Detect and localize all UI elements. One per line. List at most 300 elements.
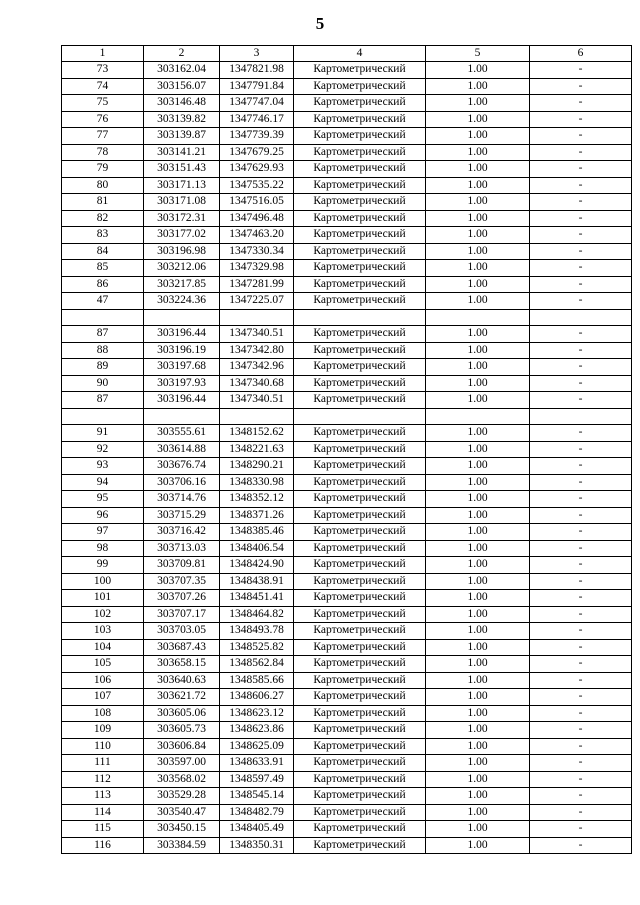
method-cell: Картометрический — [294, 606, 426, 623]
y-coordinate-cell: 1348493.78 — [220, 623, 294, 640]
note-cell: - — [530, 540, 632, 557]
accuracy-cell: 1.00 — [426, 326, 530, 343]
accuracy-cell: 1.00 — [426, 359, 530, 376]
method-cell: Картометрический — [294, 722, 426, 739]
note-cell: - — [530, 738, 632, 755]
accuracy-cell: 1.00 — [426, 342, 530, 359]
note-cell: - — [530, 227, 632, 244]
column-header: 2 — [144, 46, 220, 62]
point-number-cell: 116 — [62, 837, 144, 854]
x-coordinate-cell: 303713.03 — [144, 540, 220, 557]
y-coordinate-cell: 1348606.27 — [220, 689, 294, 706]
method-cell: Картометрический — [294, 227, 426, 244]
x-coordinate-cell: 303529.28 — [144, 788, 220, 805]
y-coordinate-cell: 1348350.31 — [220, 837, 294, 854]
note-cell: - — [530, 573, 632, 590]
x-coordinate-cell: 303177.02 — [144, 227, 220, 244]
note-cell: - — [530, 606, 632, 623]
note-cell: - — [530, 705, 632, 722]
point-number-cell: 73 — [62, 62, 144, 79]
point-number-cell: 47 — [62, 293, 144, 310]
table-row — [62, 738, 632, 755]
y-coordinate-cell — [220, 309, 294, 326]
note-cell: - — [530, 639, 632, 656]
point-number-cell: 78 — [62, 144, 144, 161]
table-row — [62, 359, 632, 376]
y-coordinate-cell: 1347225.07 — [220, 293, 294, 310]
method-cell: Картометрический — [294, 128, 426, 145]
accuracy-cell: 1.00 — [426, 111, 530, 128]
accuracy-cell: 1.00 — [426, 639, 530, 656]
note-cell: - — [530, 507, 632, 524]
y-coordinate-cell: 1347821.98 — [220, 62, 294, 79]
accuracy-cell: 1.00 — [426, 95, 530, 112]
accuracy-cell: 1.00 — [426, 210, 530, 227]
method-cell: Картометрический — [294, 260, 426, 277]
method-cell: Картометрический — [294, 326, 426, 343]
accuracy-cell — [426, 408, 530, 425]
y-coordinate-cell: 1347463.20 — [220, 227, 294, 244]
note-cell: - — [530, 144, 632, 161]
table-row — [62, 590, 632, 607]
y-coordinate-cell: 1348545.14 — [220, 788, 294, 805]
table-row — [62, 705, 632, 722]
table-row — [62, 326, 632, 343]
method-cell: Картометрический — [294, 821, 426, 838]
method-cell: Картометрический — [294, 177, 426, 194]
table-row — [62, 623, 632, 640]
point-number-cell: 74 — [62, 78, 144, 95]
method-cell: Картометрический — [294, 623, 426, 640]
x-coordinate-cell: 303196.19 — [144, 342, 220, 359]
y-coordinate-cell: 1348405.49 — [220, 821, 294, 838]
point-number-cell: 97 — [62, 524, 144, 541]
method-cell: Картометрический — [294, 705, 426, 722]
x-coordinate-cell: 303162.04 — [144, 62, 220, 79]
table-row — [62, 161, 632, 178]
accuracy-cell: 1.00 — [426, 755, 530, 772]
y-coordinate-cell: 1348406.54 — [220, 540, 294, 557]
accuracy-cell: 1.00 — [426, 507, 530, 524]
point-number-cell: 91 — [62, 425, 144, 442]
y-coordinate-cell: 1347329.98 — [220, 260, 294, 277]
header-row — [62, 46, 632, 62]
y-coordinate-cell: 1347340.51 — [220, 392, 294, 409]
point-number-cell: 113 — [62, 788, 144, 805]
point-number-cell: 82 — [62, 210, 144, 227]
method-cell: Картометрический — [294, 111, 426, 128]
method-cell: Картометрический — [294, 639, 426, 656]
accuracy-cell — [426, 309, 530, 326]
method-cell: Картометрический — [294, 425, 426, 442]
note-cell: - — [530, 62, 632, 79]
note-cell: - — [530, 425, 632, 442]
table-row — [62, 788, 632, 805]
method-cell: Картометрический — [294, 474, 426, 491]
method-cell: Картометрический — [294, 590, 426, 607]
table-row — [62, 755, 632, 772]
point-number-cell: 115 — [62, 821, 144, 838]
accuracy-cell: 1.00 — [426, 441, 530, 458]
y-coordinate-cell: 1347679.25 — [220, 144, 294, 161]
point-number-cell: 94 — [62, 474, 144, 491]
y-coordinate-cell: 1347342.80 — [220, 342, 294, 359]
x-coordinate-cell: 303707.17 — [144, 606, 220, 623]
table-row — [62, 425, 632, 442]
note-cell: - — [530, 524, 632, 541]
x-coordinate-cell: 303709.81 — [144, 557, 220, 574]
point-number-cell: 108 — [62, 705, 144, 722]
note-cell: - — [530, 78, 632, 95]
table-row — [62, 243, 632, 260]
y-coordinate-cell: 1347739.39 — [220, 128, 294, 145]
accuracy-cell: 1.00 — [426, 293, 530, 310]
note-cell: - — [530, 441, 632, 458]
note-cell: - — [530, 771, 632, 788]
x-coordinate-cell: 303171.13 — [144, 177, 220, 194]
x-coordinate-cell: 303139.87 — [144, 128, 220, 145]
method-cell: Картометрический — [294, 738, 426, 755]
method-cell: Картометрический — [294, 359, 426, 376]
x-coordinate-cell: 303614.88 — [144, 441, 220, 458]
note-cell: - — [530, 128, 632, 145]
method-cell: Картометрический — [294, 491, 426, 508]
x-coordinate-cell — [144, 408, 220, 425]
point-number-cell: 95 — [62, 491, 144, 508]
column-header: 6 — [530, 46, 632, 62]
table-row — [62, 689, 632, 706]
y-coordinate-cell — [220, 408, 294, 425]
column-header: 4 — [294, 46, 426, 62]
point-number-cell: 107 — [62, 689, 144, 706]
table-row — [62, 722, 632, 739]
x-coordinate-cell: 303605.73 — [144, 722, 220, 739]
accuracy-cell: 1.00 — [426, 821, 530, 838]
note-cell: - — [530, 359, 632, 376]
table-row — [62, 276, 632, 293]
note-cell: - — [530, 392, 632, 409]
note-cell: - — [530, 804, 632, 821]
accuracy-cell: 1.00 — [426, 474, 530, 491]
table-body — [62, 62, 632, 854]
x-coordinate-cell: 303171.08 — [144, 194, 220, 211]
note-cell: - — [530, 474, 632, 491]
column-header: 3 — [220, 46, 294, 62]
accuracy-cell: 1.00 — [426, 722, 530, 739]
coordinates-table — [61, 45, 632, 854]
x-coordinate-cell: 303555.61 — [144, 425, 220, 442]
x-coordinate-cell: 303197.93 — [144, 375, 220, 392]
y-coordinate-cell: 1348438.91 — [220, 573, 294, 590]
x-coordinate-cell: 303715.29 — [144, 507, 220, 524]
note-cell: - — [530, 837, 632, 854]
table-row — [62, 540, 632, 557]
table-row — [62, 771, 632, 788]
method-cell: Картометрический — [294, 243, 426, 260]
method-cell — [294, 408, 426, 425]
x-coordinate-cell: 303172.31 — [144, 210, 220, 227]
note-cell: - — [530, 95, 632, 112]
note-cell: - — [530, 590, 632, 607]
table-row — [62, 62, 632, 79]
accuracy-cell: 1.00 — [426, 392, 530, 409]
y-coordinate-cell: 1348597.49 — [220, 771, 294, 788]
method-cell: Картометрический — [294, 656, 426, 673]
note-cell: - — [530, 672, 632, 689]
table-row — [62, 491, 632, 508]
point-number-cell — [62, 309, 144, 326]
accuracy-cell: 1.00 — [426, 837, 530, 854]
accuracy-cell: 1.00 — [426, 425, 530, 442]
accuracy-cell: 1.00 — [426, 689, 530, 706]
x-coordinate-cell: 303707.26 — [144, 590, 220, 607]
y-coordinate-cell: 1347340.51 — [220, 326, 294, 343]
note-cell — [530, 309, 632, 326]
accuracy-cell: 1.00 — [426, 260, 530, 277]
point-number-cell: 87 — [62, 392, 144, 409]
accuracy-cell: 1.00 — [426, 540, 530, 557]
method-cell: Картометрический — [294, 95, 426, 112]
accuracy-cell: 1.00 — [426, 194, 530, 211]
table-row — [62, 375, 632, 392]
accuracy-cell: 1.00 — [426, 573, 530, 590]
table-row — [62, 177, 632, 194]
method-cell: Картометрический — [294, 78, 426, 95]
point-number-cell: 106 — [62, 672, 144, 689]
table-row — [62, 441, 632, 458]
y-coordinate-cell: 1348633.91 — [220, 755, 294, 772]
method-cell: Картометрический — [294, 293, 426, 310]
y-coordinate-cell: 1347342.96 — [220, 359, 294, 376]
table-row — [62, 194, 632, 211]
method-cell: Картометрический — [294, 557, 426, 574]
table-row — [62, 804, 632, 821]
method-cell: Картометрический — [294, 788, 426, 805]
y-coordinate-cell: 1347281.99 — [220, 276, 294, 293]
point-number-cell — [62, 408, 144, 425]
note-cell: - — [530, 177, 632, 194]
x-coordinate-cell: 303196.98 — [144, 243, 220, 260]
point-number-cell: 77 — [62, 128, 144, 145]
point-number-cell: 84 — [62, 243, 144, 260]
note-cell: - — [530, 821, 632, 838]
accuracy-cell: 1.00 — [426, 375, 530, 392]
x-coordinate-cell: 303139.82 — [144, 111, 220, 128]
point-number-cell: 87 — [62, 326, 144, 343]
point-number-cell: 79 — [62, 161, 144, 178]
table-row — [62, 293, 632, 310]
table-row — [62, 144, 632, 161]
x-coordinate-cell: 303707.35 — [144, 573, 220, 590]
method-cell: Картометрический — [294, 392, 426, 409]
table-row — [62, 458, 632, 475]
point-number-cell: 93 — [62, 458, 144, 475]
table-row — [62, 78, 632, 95]
accuracy-cell: 1.00 — [426, 606, 530, 623]
note-cell: - — [530, 243, 632, 260]
note-cell: - — [530, 111, 632, 128]
table-row — [62, 309, 632, 326]
y-coordinate-cell: 1348562.84 — [220, 656, 294, 673]
x-coordinate-cell: 303217.85 — [144, 276, 220, 293]
y-coordinate-cell: 1348525.82 — [220, 639, 294, 656]
point-number-cell: 102 — [62, 606, 144, 623]
table-row — [62, 837, 632, 854]
note-cell: - — [530, 260, 632, 277]
x-coordinate-cell: 303676.74 — [144, 458, 220, 475]
accuracy-cell: 1.00 — [426, 78, 530, 95]
table-row — [62, 474, 632, 491]
accuracy-cell: 1.00 — [426, 672, 530, 689]
note-cell: - — [530, 210, 632, 227]
method-cell: Картометрический — [294, 689, 426, 706]
method-cell: Картометрический — [294, 540, 426, 557]
y-coordinate-cell: 1348625.09 — [220, 738, 294, 755]
y-coordinate-cell: 1348290.21 — [220, 458, 294, 475]
y-coordinate-cell: 1348385.46 — [220, 524, 294, 541]
note-cell: - — [530, 326, 632, 343]
x-coordinate-cell: 303597.00 — [144, 755, 220, 772]
x-coordinate-cell: 303621.72 — [144, 689, 220, 706]
x-coordinate-cell: 303151.43 — [144, 161, 220, 178]
note-cell: - — [530, 458, 632, 475]
method-cell: Картометрический — [294, 161, 426, 178]
point-number-cell: 96 — [62, 507, 144, 524]
table-row — [62, 260, 632, 277]
accuracy-cell: 1.00 — [426, 524, 530, 541]
point-number-cell: 99 — [62, 557, 144, 574]
table-row — [62, 606, 632, 623]
point-number-cell: 114 — [62, 804, 144, 821]
point-number-cell: 104 — [62, 639, 144, 656]
table-row — [62, 821, 632, 838]
note-cell: - — [530, 689, 632, 706]
note-cell: - — [530, 722, 632, 739]
method-cell — [294, 309, 426, 326]
x-coordinate-cell: 303640.63 — [144, 672, 220, 689]
table-row — [62, 128, 632, 145]
note-cell — [530, 408, 632, 425]
accuracy-cell: 1.00 — [426, 276, 530, 293]
table-row — [62, 557, 632, 574]
y-coordinate-cell: 1348352.12 — [220, 491, 294, 508]
method-cell: Картометрический — [294, 507, 426, 524]
note-cell: - — [530, 161, 632, 178]
method-cell: Картометрический — [294, 458, 426, 475]
y-coordinate-cell: 1347340.68 — [220, 375, 294, 392]
point-number-cell: 98 — [62, 540, 144, 557]
y-coordinate-cell: 1348330.98 — [220, 474, 294, 491]
y-coordinate-cell: 1348585.66 — [220, 672, 294, 689]
method-cell: Картометрический — [294, 62, 426, 79]
x-coordinate-cell: 303605.06 — [144, 705, 220, 722]
y-coordinate-cell: 1348221.63 — [220, 441, 294, 458]
point-number-cell: 103 — [62, 623, 144, 640]
x-coordinate-cell: 303606.84 — [144, 738, 220, 755]
point-number-cell: 90 — [62, 375, 144, 392]
y-coordinate-cell: 1348371.26 — [220, 507, 294, 524]
method-cell: Картометрический — [294, 755, 426, 772]
x-coordinate-cell: 303658.15 — [144, 656, 220, 673]
x-coordinate-cell: 303687.43 — [144, 639, 220, 656]
accuracy-cell: 1.00 — [426, 771, 530, 788]
y-coordinate-cell: 1347746.17 — [220, 111, 294, 128]
table-row — [62, 95, 632, 112]
x-coordinate-cell: 303197.68 — [144, 359, 220, 376]
y-coordinate-cell: 1347535.22 — [220, 177, 294, 194]
x-coordinate-cell: 303146.48 — [144, 95, 220, 112]
y-coordinate-cell: 1348424.90 — [220, 557, 294, 574]
point-number-cell: 86 — [62, 276, 144, 293]
x-coordinate-cell: 303568.02 — [144, 771, 220, 788]
accuracy-cell: 1.00 — [426, 705, 530, 722]
column-header: 1 — [62, 46, 144, 62]
x-coordinate-cell: 303714.76 — [144, 491, 220, 508]
point-number-cell: 81 — [62, 194, 144, 211]
point-number-cell: 76 — [62, 111, 144, 128]
point-number-cell: 111 — [62, 755, 144, 772]
method-cell: Картометрический — [294, 837, 426, 854]
point-number-cell: 100 — [62, 573, 144, 590]
table-row — [62, 342, 632, 359]
x-coordinate-cell: 303224.36 — [144, 293, 220, 310]
table-row — [62, 573, 632, 590]
method-cell: Картометрический — [294, 342, 426, 359]
table-row — [62, 507, 632, 524]
point-number-cell: 85 — [62, 260, 144, 277]
point-number-cell: 109 — [62, 722, 144, 739]
point-number-cell: 75 — [62, 95, 144, 112]
table-row — [62, 672, 632, 689]
note-cell: - — [530, 491, 632, 508]
point-number-cell: 89 — [62, 359, 144, 376]
method-cell: Картометрический — [294, 210, 426, 227]
table-row — [62, 408, 632, 425]
note-cell: - — [530, 293, 632, 310]
x-coordinate-cell: 303716.42 — [144, 524, 220, 541]
note-cell: - — [530, 276, 632, 293]
x-coordinate-cell: 303196.44 — [144, 392, 220, 409]
y-coordinate-cell: 1347516.05 — [220, 194, 294, 211]
accuracy-cell: 1.00 — [426, 144, 530, 161]
accuracy-cell: 1.00 — [426, 177, 530, 194]
accuracy-cell: 1.00 — [426, 557, 530, 574]
point-number-cell: 101 — [62, 590, 144, 607]
y-coordinate-cell: 1348451.41 — [220, 590, 294, 607]
accuracy-cell: 1.00 — [426, 788, 530, 805]
table-row — [62, 639, 632, 656]
x-coordinate-cell: 303384.59 — [144, 837, 220, 854]
x-coordinate-cell: 303141.21 — [144, 144, 220, 161]
method-cell: Картометрический — [294, 276, 426, 293]
note-cell: - — [530, 755, 632, 772]
method-cell: Картометрический — [294, 441, 426, 458]
note-cell: - — [530, 194, 632, 211]
accuracy-cell: 1.00 — [426, 738, 530, 755]
accuracy-cell: 1.00 — [426, 62, 530, 79]
y-coordinate-cell: 1348152.62 — [220, 425, 294, 442]
table-row — [62, 210, 632, 227]
table-row — [62, 227, 632, 244]
page-number: 5 — [315, 14, 325, 33]
accuracy-cell: 1.00 — [426, 656, 530, 673]
x-coordinate-cell: 303156.07 — [144, 78, 220, 95]
x-coordinate-cell: 303540.47 — [144, 804, 220, 821]
x-coordinate-cell: 303212.06 — [144, 260, 220, 277]
accuracy-cell: 1.00 — [426, 491, 530, 508]
y-coordinate-cell: 1347496.48 — [220, 210, 294, 227]
point-number-cell: 83 — [62, 227, 144, 244]
